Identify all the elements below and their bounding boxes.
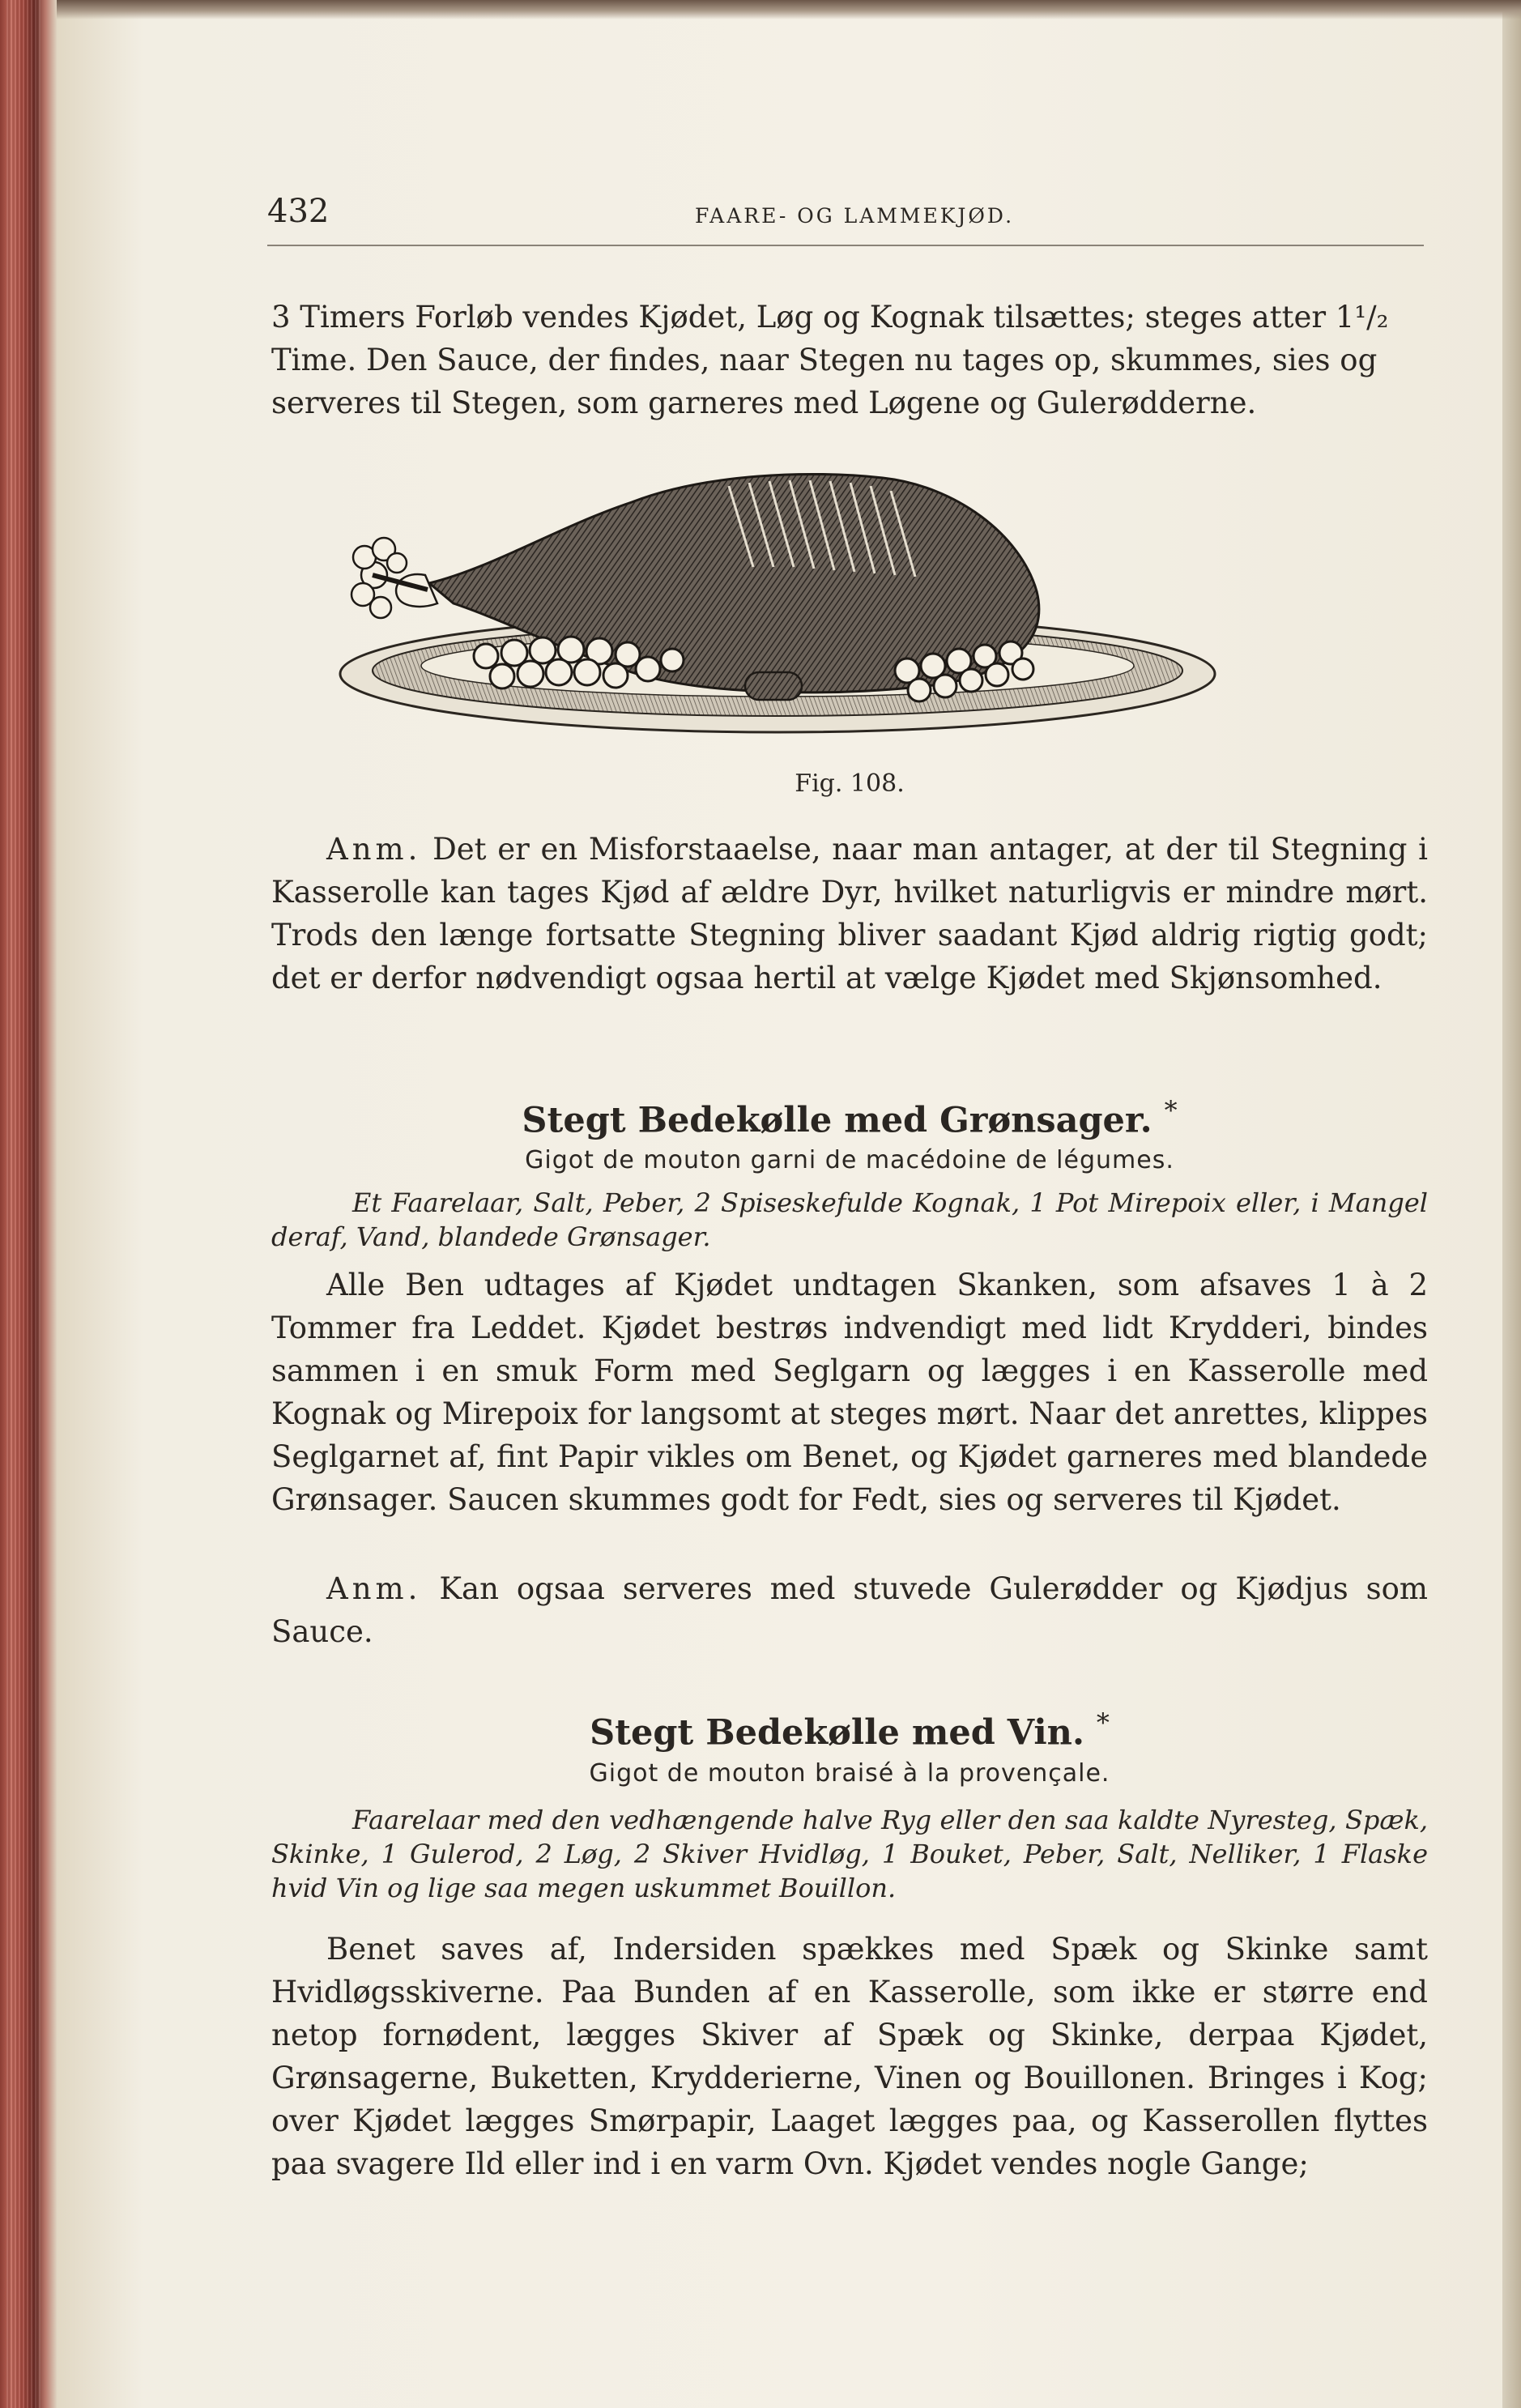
recipe-1-title (271, 1095, 1428, 1140)
intro-paragraph (271, 296, 1428, 424)
recipe-1-body: Alle Ben udtages af Kjødet undtagen Skanken, som afsaves 1 à 2 Tommer fra Leddet. Kjødet bestrøs indvendigt med lidt Krydderi, bindes sammen i en smuk Form med Seglgarn og lægges i en Kasserolle med Kognak og Mirepoix for langsomt at steges mørt. Naar det anrettes, klippes Seglgarnet af, fint Papir vikles om Benet, og Kjødet garneres med blandede Grønsager. Saucen skummes godt for Fedt, sies og serveres til Kjødet. (271, 1268, 1428, 1517)
note-1-text: Det er en Misforstaaelse, naar man antager, at der til Stegning i Kasserolle kan tages Kjød af ældre Dyr, hvilket naturligvis er mindre mørt. Trods den længe fortsatte Stegning bliver saadant Kjød aldrig rigtig godt; det er derfor nødvendigt ogsaa hertil at vælge Kjødet med Skjønsomhed. (271, 832, 1428, 995)
recipe-2-body: Benet saves af, Indersiden spækkes med Spæk og Skinke samt Hvidløgsskiverne. Paa Bunden af en Kasserolle, som ikke er større end netop fornødent, lægges Skiver af Spæk og Skinke, derpaa Kjødet, Grønsagerne, Buketten, Krydderierne, Vinen og Bouillonen. Bringes i Kog; over Kjødet lægges Smørpapir, Laaget lægges paa, og Kasserollen flyttes paa svagere Ild eller ind i en varm Ovn. Kjødet vendes nogle Gange; (271, 1932, 1428, 2181)
page-top-edge (57, 0, 1521, 19)
roast-leg-of-mutton-icon (324, 454, 1377, 753)
note-1-paragraph (271, 828, 1428, 999)
recipe-2-title-text: Stegt Bedekølle med Vin. (590, 1712, 1084, 1754)
roast-illustration (324, 454, 1377, 753)
page-header (267, 188, 1424, 246)
recipe-1-ingredients: Et Faarelaar, Salt, Peber, 2 Spiseskefulde Kognak, 1 Pot Mirepoix eller, i Mangel deraf, Vand, blandede Grønsager. (271, 1187, 1428, 1252)
recipe-1-note-text: Kan ogsaa serveres med stuvede Gulerødder og Kjødjus som Sauce. (271, 1571, 1428, 1649)
running-head: FAARE- OG LAMMEKJØD. (695, 204, 1015, 228)
intro-line-2: Time. Den Sauce, der findes, naar Stegen nu tages op, skummes, sies og (271, 343, 1378, 377)
recipe-1-french-title: Gigot de mouton garni de macédoine de légumes. (525, 1146, 1174, 1174)
note-1-label: Anm. (326, 832, 422, 867)
recipe-2-ingredients: Faarelaar med den vedhængende halve Ryg eller den saa kaldte Nyresteg, Spæk, Skinke, 1 Gulerod, 2 Løg, 2 Skiver Hvidløg, 1 Bouket, Peber, Salt, Nelliker, 1 Flaske hvid Vin og lige saa megen uskummet Bouillon. (271, 1805, 1428, 1903)
recipe-1-note-label: Anm. (326, 1571, 422, 1606)
recipe-2-title (271, 1707, 1428, 1753)
recipe-1-note (271, 1567, 1428, 1653)
page-right-edge (1502, 0, 1521, 2408)
recipe-2-star: * (1096, 1707, 1110, 1738)
recipe-1-title-text: Stegt Bedekølle med Grønsager. (522, 1100, 1152, 1141)
book-binding-edge (0, 0, 57, 2408)
figure-caption: Fig. 108. (795, 769, 905, 798)
intro-line-3: serveres til Stegen, som garneres med Løgene og Gulerødderne. (271, 386, 1257, 420)
recipe-2-french-title: Gigot de mouton braisé à la provençale. (589, 1759, 1110, 1788)
intro-line-1: 3 Timers Forløb vendes Kjødet, Løg og Kognak tilsættes; steges atter 1¹/₂ (271, 300, 1389, 335)
recipe-1-star: * (1164, 1095, 1178, 1126)
page-number: 432 (267, 193, 330, 230)
